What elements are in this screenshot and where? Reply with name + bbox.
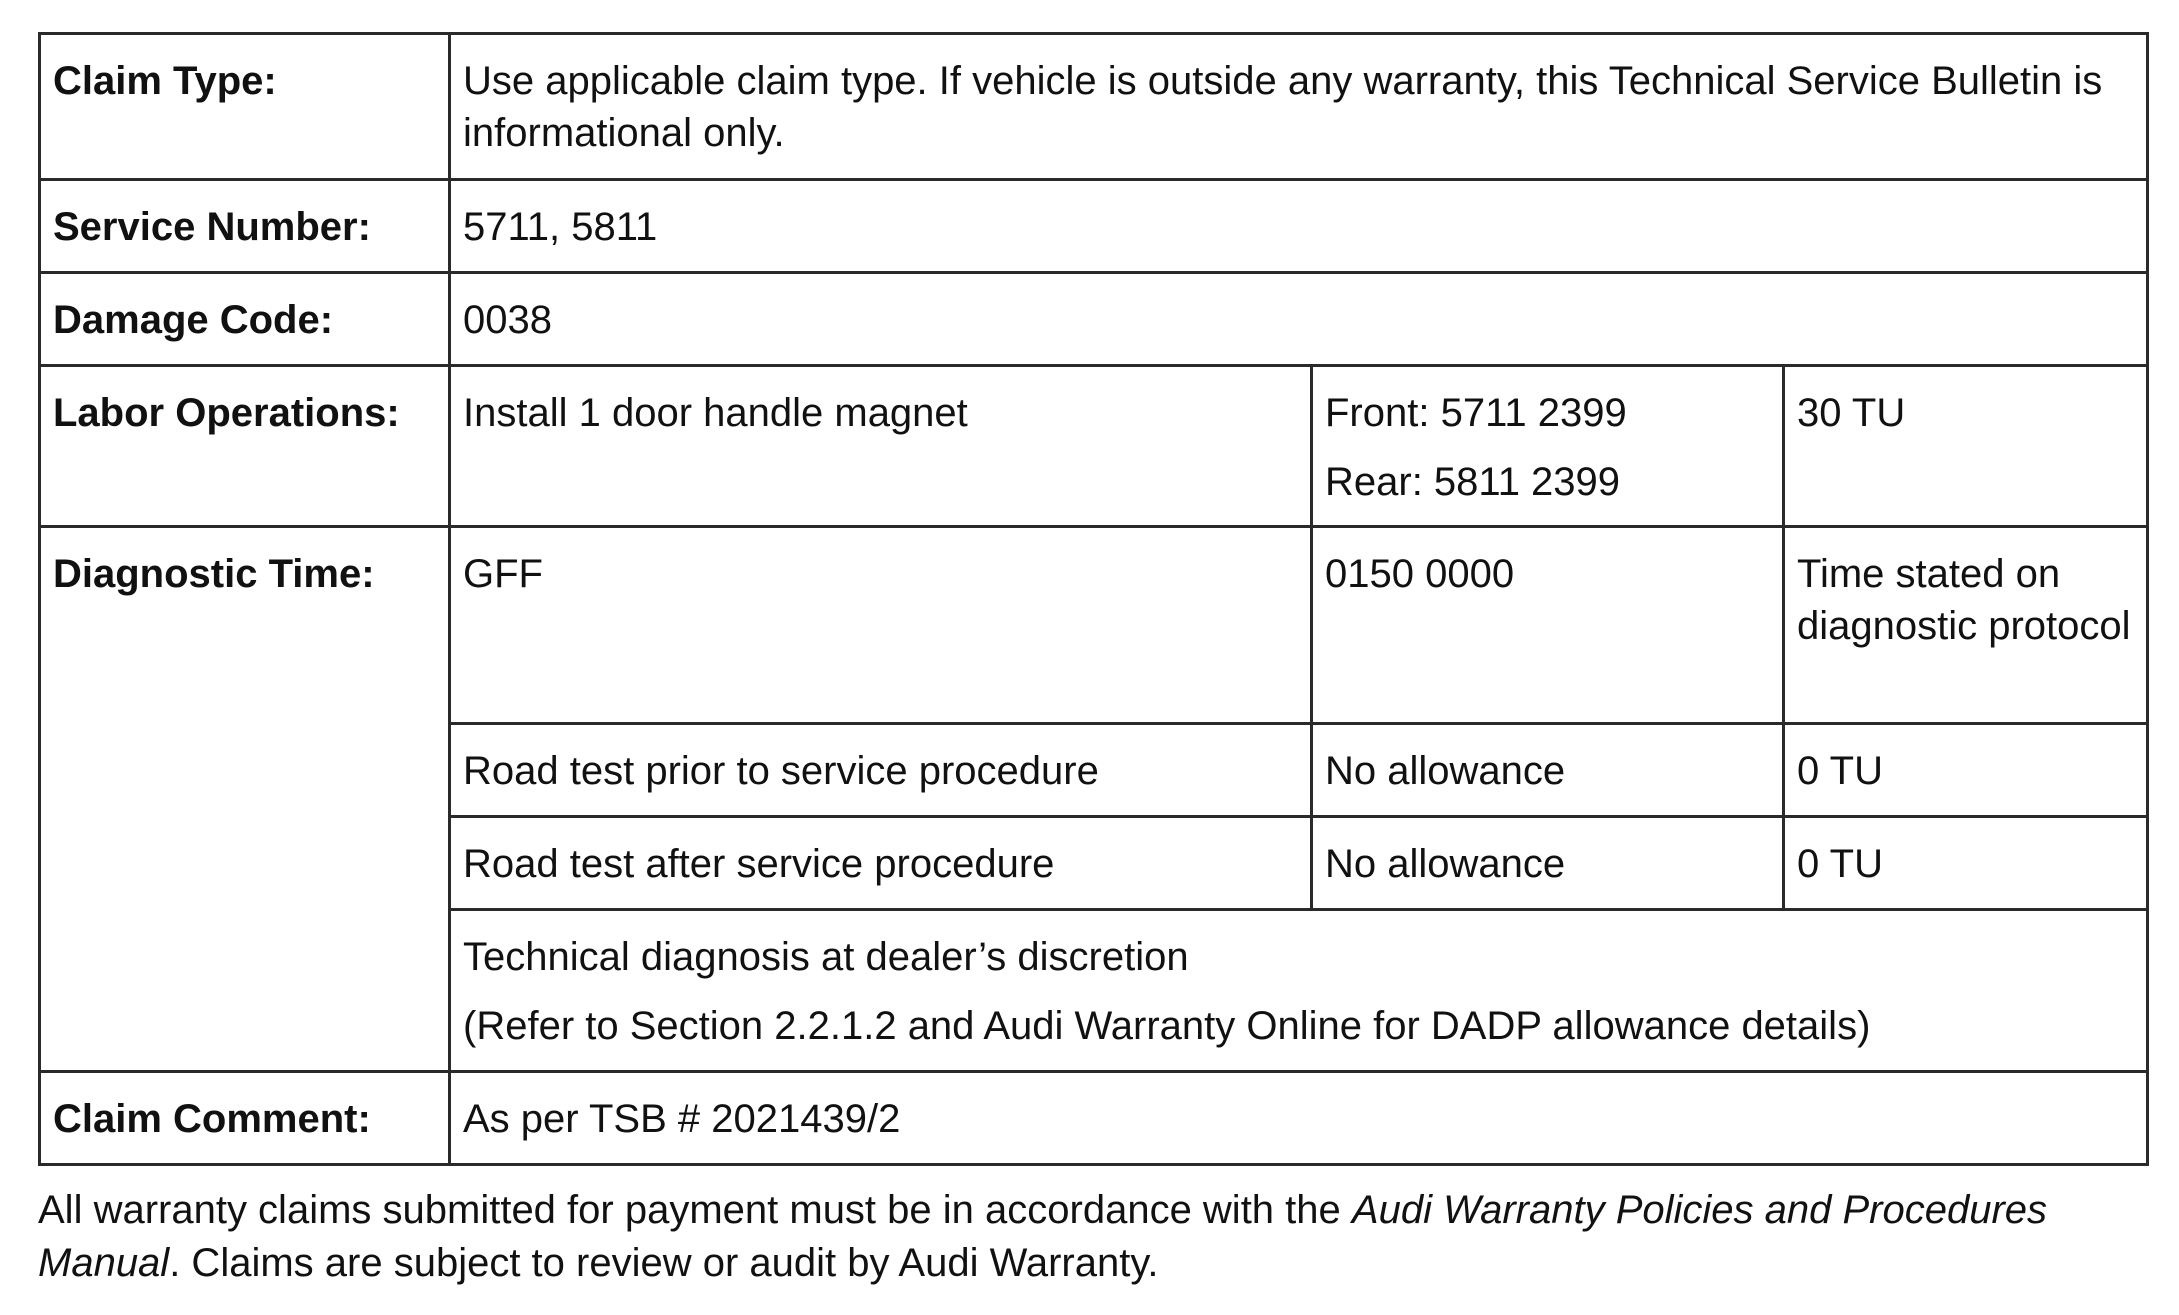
diagnostic-item-time: 0 TU <box>1784 724 2148 817</box>
claim-type-row <box>40 34 2148 180</box>
diagnostic-note-row <box>40 910 2148 1072</box>
labor-operations-row <box>40 366 2148 527</box>
labor-code-rear: Rear: 5811 2399 <box>1325 460 1621 504</box>
claim-table <box>38 32 2149 1166</box>
labor-operations-label: Labor Operations: <box>40 366 450 527</box>
claim-comment-value: As per TSB # 2021439/2 <box>450 1072 2148 1165</box>
claim-type-value: Use applicable claim type. If vehicle is outside any warranty, this Technical Service Bulletin is informational only. <box>450 34 2148 180</box>
diagnostic-row-gff <box>40 527 2148 724</box>
diagnostic-item-code: No allowance <box>1312 724 1784 817</box>
diagnostic-item-description: Road test prior to service procedure <box>450 724 1312 817</box>
diagnostic-row-road-test-after <box>40 817 2148 910</box>
diagnostic-item-time: Time stated on diagnostic protocol <box>1784 527 2148 724</box>
diagnostic-label-continued <box>40 910 450 1072</box>
diagnostic-row-road-test-prior <box>40 724 2148 817</box>
diagnostic-item-code: No allowance <box>1312 817 1784 910</box>
warranty-claim-info <box>38 32 2146 1290</box>
damage-code-label: Damage Code: <box>40 273 450 366</box>
diagnostic-note-line2: (Refer to Section 2.2.1.2 and Audi Warranty Online for DADP allowance details) <box>463 1004 1871 1048</box>
labor-operation-time: 30 TU <box>1784 366 2148 527</box>
claim-comment-row <box>40 1072 2148 1165</box>
labor-operation-description: Install 1 door handle magnet <box>450 366 1312 527</box>
diagnostic-time-label: Diagnostic Time: <box>40 527 450 724</box>
diagnostic-note <box>450 910 2148 1072</box>
diagnostic-item-description: Road test after service procedure <box>450 817 1312 910</box>
service-number-row <box>40 180 2148 273</box>
labor-code-front: Front: 5711 2399 <box>1325 391 1627 435</box>
diagnostic-item-code: 0150 0000 <box>1312 527 1784 724</box>
footer-manual-title: Audi Warranty Policies and Procedures Manual <box>38 1188 2048 1285</box>
diagnostic-label-continued <box>40 724 450 817</box>
diagnostic-item-time: 0 TU <box>1784 817 2148 910</box>
labor-operation-codes <box>1312 366 1784 527</box>
damage-code-value: 0038 <box>450 273 2148 366</box>
diagnostic-note-line1: Technical diagnosis at dealer’s discretion <box>463 935 1189 979</box>
damage-code-row <box>40 273 2148 366</box>
footer-text-after: . Claims are subject to review or audit by Audi Warranty. <box>169 1241 1159 1285</box>
service-number-value: 5711, 5811 <box>450 180 2148 273</box>
footer-text-before: All warranty claims submitted for payment must be in accordance with the <box>38 1188 1352 1232</box>
claim-type-label: Claim Type: <box>40 34 450 180</box>
diagnostic-item-description: GFF <box>450 527 1312 724</box>
service-number-label: Service Number: <box>40 180 450 273</box>
diagnostic-label-continued <box>40 817 450 910</box>
warranty-footer-note <box>38 1184 2146 1290</box>
claim-comment-label: Claim Comment: <box>40 1072 450 1165</box>
